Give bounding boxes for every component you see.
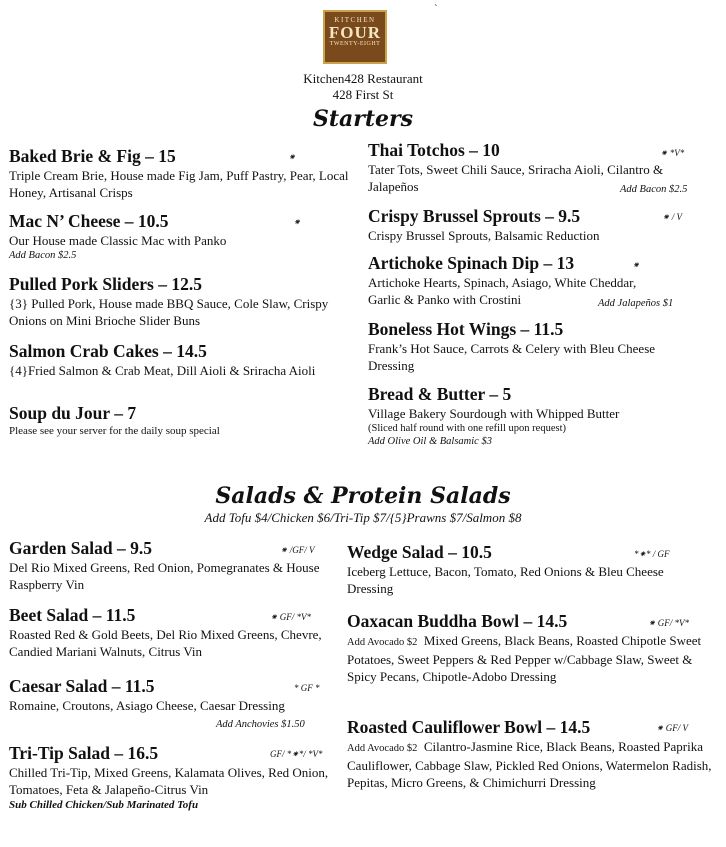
item-name: Pulled Pork Sliders – 12.5	[9, 274, 202, 294]
item-name: Caesar Salad – 11.5	[9, 676, 155, 696]
logo-line-twenty-eight: TWENTY-EIGHT	[329, 41, 381, 47]
item-addon: Add Olive Oil & Balsamic $3	[368, 436, 492, 447]
salads-protein-addons: Add Tofu $4/Chicken $6/Tri-Tip $7/{5}Prawns $7/Salmon $8	[204, 510, 522, 525]
dietary-mark: ⁕ GF/ *V*	[270, 612, 312, 622]
menu-item-crispy-brussel-sprouts	[368, 205, 713, 244]
dietary-mark: *⁕* / GF	[634, 549, 670, 559]
item-name: Artichoke Spinach Dip – 13	[368, 253, 575, 273]
item-desc	[347, 632, 715, 685]
item-desc: Romaine, Croutons, Asiago Cheese, Caesar Dressing	[9, 698, 285, 713]
dietary-mark: ⁕	[288, 152, 296, 162]
item-desc: {4}Fried Salmon & Crab Meat, Dill Aioli & Sriracha Aioli	[9, 363, 316, 378]
item-name: Roasted Cauliflower Bowl – 14.5	[347, 717, 591, 737]
logo-line-kitchen: KITCHEN	[334, 16, 376, 24]
item-name: Boneless Hot Wings – 11.5	[368, 319, 564, 339]
item-name: Baked Brie & Fig – 15	[9, 146, 176, 166]
menu-item-soup-du-jour	[9, 402, 361, 439]
item-name: Garden Salad – 9.5	[9, 538, 152, 558]
item-name: Bread & Butter – 5	[368, 384, 512, 404]
menu-item-bread-butter	[368, 383, 713, 449]
item-name: Salmon Crab Cakes – 14.5	[9, 341, 207, 361]
menu-item-baked-brie	[9, 145, 361, 201]
item-substitution: Sub Chilled Chicken/Sub Marinated Tofu	[9, 799, 199, 811]
item-name: Thai Totchos – 10	[368, 140, 500, 160]
salads-title: Salads & Protein Salads	[215, 483, 511, 509]
item-desc-text: Cilantro-Jasmine Rice, Black Beans, Roasted Paprika Cauliflower, Cabbage Slaw, Pickled Red Onions, Watermelon Radish, Pepitas, Micro Greens, & Chimichurri Dressing	[347, 739, 712, 790]
item-desc-text: Mixed Greens, Black Beans, Roasted Chipotle Sweet Potatoes, Sweet Peppers & Red Pepper w/Cabbage Slaw, Sweet & Spicy Pecans, Chipotle-Adobo Dressing	[347, 633, 702, 684]
item-name: Soup du Jour – 7	[9, 403, 137, 423]
item-desc: Tater Tots, Sweet Chili Sauce, Sriracha Aioli, Cilantro & Jalapeños	[368, 162, 664, 194]
item-name: Crispy Brussel Sprouts – 9.5	[368, 206, 581, 226]
item-desc: Please see your server for the daily soup special	[9, 425, 220, 437]
logo-line-four: FOUR	[328, 23, 382, 42]
menu-item-pulled-pork-sliders	[9, 273, 361, 329]
dietary-mark: ⁕ *V*	[660, 148, 685, 158]
restaurant-logo	[323, 10, 387, 64]
menu-item-caesar-salad	[9, 675, 309, 714]
item-desc: Iceberg Lettuce, Bacon, Tomato, Red Onions & Bleu Cheese Dressing	[347, 564, 664, 596]
item-desc: Crispy Brussel Sprouts, Balsamic Reduction	[368, 228, 600, 243]
item-desc: Chilled Tri-Tip, Mixed Greens, Kalamata Olives, Red Onion, Tomatoes, Feta & Jalapeño-Citrus Vin	[9, 765, 329, 797]
restaurant-name: Kitchen428 Restaurant	[303, 71, 423, 86]
item-note: (Sliced half round with one refill upon request)	[368, 423, 566, 434]
stray-mark: `	[434, 3, 438, 15]
avocado-addon: Add Avocado $2	[347, 743, 418, 754]
item-addon: Add Anchovies $1.50	[216, 719, 305, 730]
dietary-mark: ⁕	[293, 217, 301, 227]
dietary-mark: ⁕	[632, 260, 640, 270]
item-name: Mac N’ Cheese – 10.5	[9, 211, 169, 231]
dietary-mark: ⁕ /GF/ V	[280, 545, 315, 555]
item-desc: Triple Cream Brie, House made Fig Jam, Puff Pastry, Pear, Local Honey, Artisanal Crisps	[9, 168, 349, 200]
starters-title: Starters	[312, 106, 414, 132]
dietary-mark: ⁕ GF/ V	[656, 723, 689, 733]
item-desc: Village Bakery Sourdough with Whipped Butter	[368, 406, 620, 421]
item-desc: Roasted Red & Gold Beets, Del Rio Mixed Greens, Chevre, Candied Mariani Walnuts, Citrus Vin	[9, 627, 322, 659]
dietary-mark: GF/ *⁕*/ *V*	[270, 749, 323, 759]
item-desc: Del Rio Mixed Greens, Red Onion, Pomegranates & House Raspberry Vin	[9, 560, 320, 592]
item-desc: Frank’s Hot Sauce, Carrots & Celery with Bleu Cheese Dressing	[368, 341, 656, 373]
item-name: Oaxacan Buddha Bowl – 14.5	[347, 611, 568, 631]
restaurant-address: 428 First St	[332, 87, 394, 102]
item-name: Wedge Salad – 10.5	[347, 542, 492, 562]
dietary-mark: ⁕ GF/ *V*	[648, 618, 690, 628]
item-desc	[347, 738, 715, 791]
menu-item-mac-cheese	[9, 210, 361, 263]
avocado-addon: Add Avocado $2	[347, 637, 418, 648]
item-addon: Add Bacon $2.5	[9, 250, 77, 261]
item-addon: Add Jalapeños $1	[598, 298, 674, 309]
menu-item-salmon-crab-cakes	[9, 340, 361, 379]
item-addon: Add Bacon $2.5	[620, 184, 688, 195]
dietary-mark: ⁕ / V	[662, 212, 683, 222]
item-name: Beet Salad – 11.5	[9, 605, 136, 625]
item-desc: Our House made Classic Mac with Panko	[9, 233, 227, 248]
item-name: Tri-Tip Salad – 16.5	[9, 743, 159, 763]
menu-item-boneless-hot-wings	[368, 318, 668, 374]
dietary-mark: * GF *	[294, 683, 320, 693]
item-desc: Artichoke Hearts, Spinach, Asiago, White Cheddar, Garlic & Panko with Crostini	[368, 275, 637, 307]
item-desc: {3} Pulled Pork, House made BBQ Sauce, Cole Slaw, Crispy Onions on Mini Brioche Slider Buns	[9, 296, 329, 328]
